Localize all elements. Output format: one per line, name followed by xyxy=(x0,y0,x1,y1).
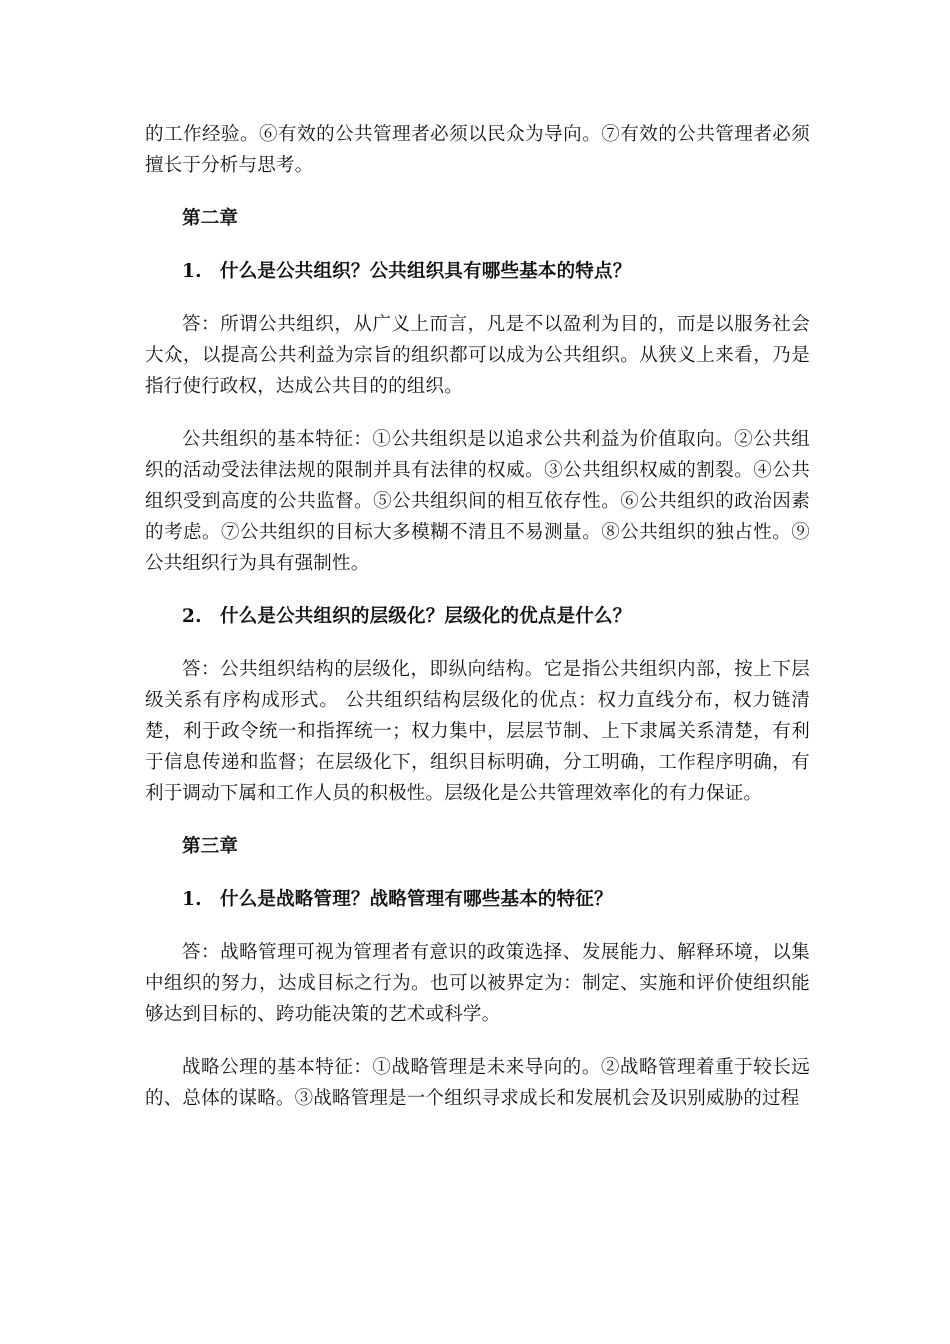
answer-paragraph: 答：战略管理可视为管理者有意识的政策选择、发展能力、解释环境，以集中组织的努力，达成目标之行为。也可以被界定为：制定、实施和评价使组织能够达到目标的、跨功能决策的艺术或科学。 xyxy=(145,942,810,1025)
chapter-heading-2: 第二章 xyxy=(182,208,239,229)
paragraph-continuation: 的工作经验。⑥有效的公共管理者必须以民众为导向。⑦有效的公共管理者必须擅长于分析与思考。 xyxy=(145,124,810,176)
question-number: 1. xyxy=(182,889,202,910)
question-text: 什么是公共组织的层级化？层级化的优点是什么？ xyxy=(220,606,632,627)
question-heading xyxy=(145,256,810,287)
question-number: 2. xyxy=(182,606,202,627)
answer-paragraph: 答：公共组织结构的层级化，即纵向结构。它是指公共组织内部，按上下层级关系有序构成形式。 公共组织结构层级化的优点：权力直线分布，权力链清楚，利于政令统一和指挥统一；权力集中，层层节制、上下隶属关系清楚，有利于信息传递和监督；在层级化下，组织目标明确，分工明确，工作程序明确，有利于调动下属和工作人员的积极性。层级化是公共管理效率化的有力保证。 xyxy=(145,659,810,804)
answer-paragraph: 公共组织的基本特征：①公共组织是以追求公共利益为价值取向。②公共组织的活动受法律法规的限制并具有法律的权威。③公共组织权威的割裂。④公共组织受到高度的公共监督。⑤公共组织间的相互依存性。⑥公共组织的政治因素的考虑。⑦公共组织的目标大多模糊不清且不易测量。⑧公共组织的独占性。⑨公共组织行为具有强制性。 xyxy=(145,429,810,574)
answer-paragraph: 战略公理的基本特征：①战略管理是未来导向的。②战略管理着重于较长远的、总体的谋略。③战略管理是一个组织寻求成长和发展机会及识别威胁的过程 xyxy=(145,1057,810,1109)
question-text: 什么是战略管理？战略管理有哪些基本的特征？ xyxy=(220,889,613,910)
answer-paragraph: 答：所谓公共组织，从广义上而言，凡是不以盈利为目的，而是以服务社会大众，以提高公共利益为宗旨的组织都可以成为公共组织。从狭义上来看，乃是指行使行政权，达成公共目的的组织。 xyxy=(145,314,810,397)
question-heading xyxy=(145,884,810,915)
document-body xyxy=(145,119,810,1136)
chapter-heading-3: 第三章 xyxy=(182,836,239,857)
question-text: 什么是公共组织？公共组织具有哪些基本的特点？ xyxy=(220,261,632,282)
question-number: 1. xyxy=(182,261,202,282)
question-heading xyxy=(145,601,810,632)
